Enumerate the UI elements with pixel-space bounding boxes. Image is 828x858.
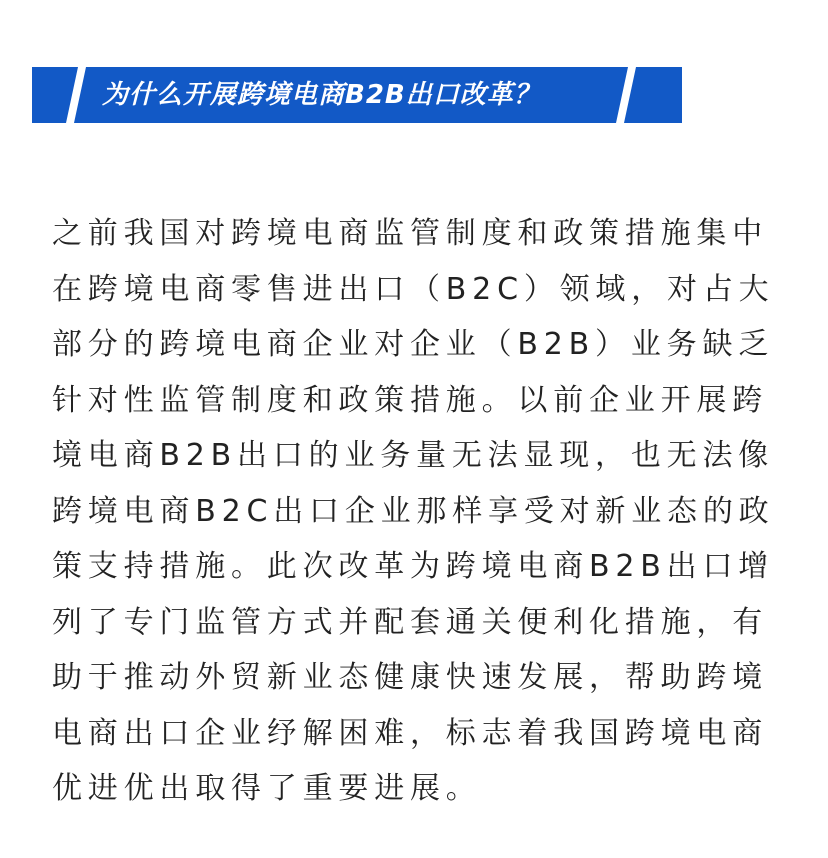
article-paragraph: 之前我国对跨境电商监管制度和政策措施集中在跨境电商零售进出口（B2C）领域，对占大部分的跨境电商企业对企业（B2B）业务缺乏针对性监管制度和政策措施。以前企业开展跨境电商B2B出口的业务量无法显现，也无法像跨境电商B2C出口企业那样享受对新业态的政策支持措施。此次改革为跨境电商B2B出口增列了专门监管方式并配套通关便利化措施，有助于推动外贸新业态健康快速发展，帮助跨境电商出口企业纾解困难，标志着我国跨境电商优进优出取得了重要进展。 [52, 216, 775, 806]
section-title: 为什么开展跨境电商B2B出口改革？ [102, 80, 541, 110]
section-header-banner [32, 67, 682, 123]
